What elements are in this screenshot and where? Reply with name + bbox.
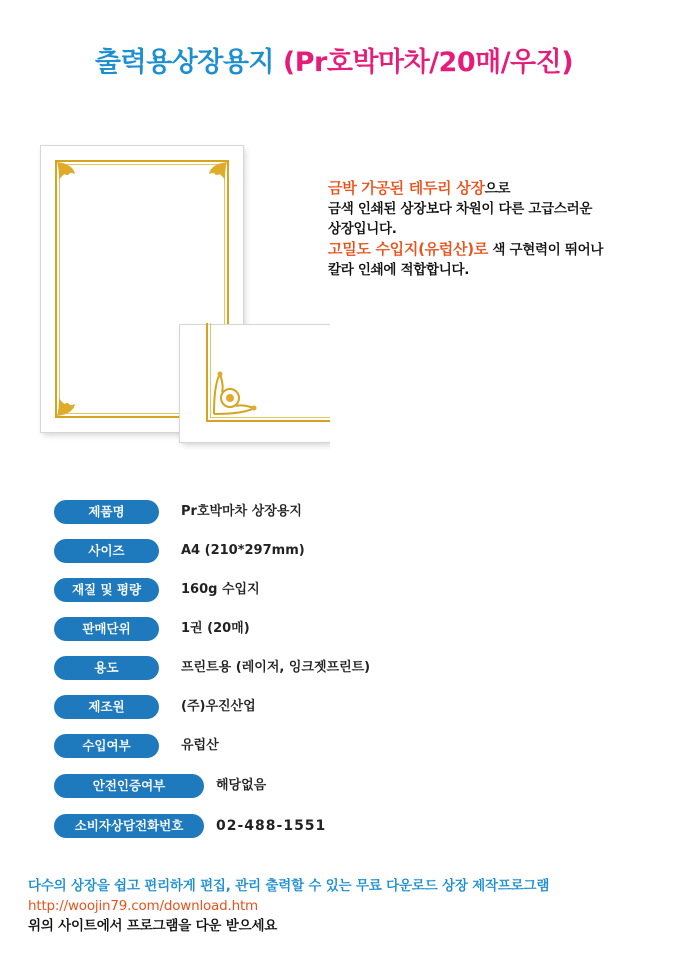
spec-label: 용도 xyxy=(54,656,159,680)
spec-value: 160g 수입지 xyxy=(181,582,260,597)
spec-label: 소비자상담전화번호 xyxy=(54,814,204,838)
spec-value: 해당없음 xyxy=(216,778,267,793)
spec-value: 1권 (20매) xyxy=(181,621,250,636)
spec-label: 안전인증여부 xyxy=(54,774,204,798)
spec-label: 사이즈 xyxy=(54,539,159,563)
description-text: 금색 인쇄된 상장보다 차원이 다른 고급스러운 xyxy=(328,201,593,217)
gold-ornament-icon xyxy=(210,366,262,418)
spec-value: (주)우진산업 xyxy=(181,699,256,714)
spec-value: 02-488-1551 xyxy=(216,818,327,834)
spec-label: 재질 및 평량 xyxy=(54,578,159,602)
description-text: 으로 xyxy=(484,181,511,197)
spec-value: 유럽산 xyxy=(181,738,219,753)
gold-ornament-icon xyxy=(55,160,89,194)
certificate-paper-detail-image xyxy=(180,325,330,442)
spec-label: 수입여부 xyxy=(54,734,159,758)
description-text: 칼라 인쇄에 적합합니다. xyxy=(328,262,470,278)
notice-text: 위의 사이트에서 프로그램을 다운 받으세요 xyxy=(28,918,278,934)
spec-value: 프린트용 (레이저, 잉크젯프린트) xyxy=(181,660,371,675)
title-main: 출력용상장용지 xyxy=(94,47,274,78)
gold-ornament-icon xyxy=(195,160,229,194)
spec-value: A4 (210*297mm) xyxy=(181,543,305,558)
description-highlight: 금박 가공된 테두리 상장 xyxy=(328,179,485,197)
download-notice xyxy=(28,876,549,936)
page-title xyxy=(0,40,668,79)
spec-label: 제품명 xyxy=(54,500,159,524)
spec-label: 제조원 xyxy=(54,695,159,719)
download-link[interactable]: http://woojin79.com/download.htm xyxy=(28,898,258,914)
spec-label: 판매단위 xyxy=(54,617,159,641)
description-highlight: 고밀도 수입지(유럽산)로 xyxy=(328,240,488,258)
title-sub: (Pr호박마차/20매/우진) xyxy=(282,47,574,78)
product-description xyxy=(328,178,603,280)
notice-text: 다수의 상장을 쉽고 편리하게 편집, 관리 출력할 수 있는 무료 다운로드 상장 제작프로그램 xyxy=(28,878,550,894)
description-text: 상장입니다. xyxy=(328,221,397,237)
spec-value: Pr호박마차 상장용지 xyxy=(181,504,302,519)
gold-ornament-icon xyxy=(55,384,89,418)
description-text: 색 구현력이 뛰어나 xyxy=(487,242,604,258)
